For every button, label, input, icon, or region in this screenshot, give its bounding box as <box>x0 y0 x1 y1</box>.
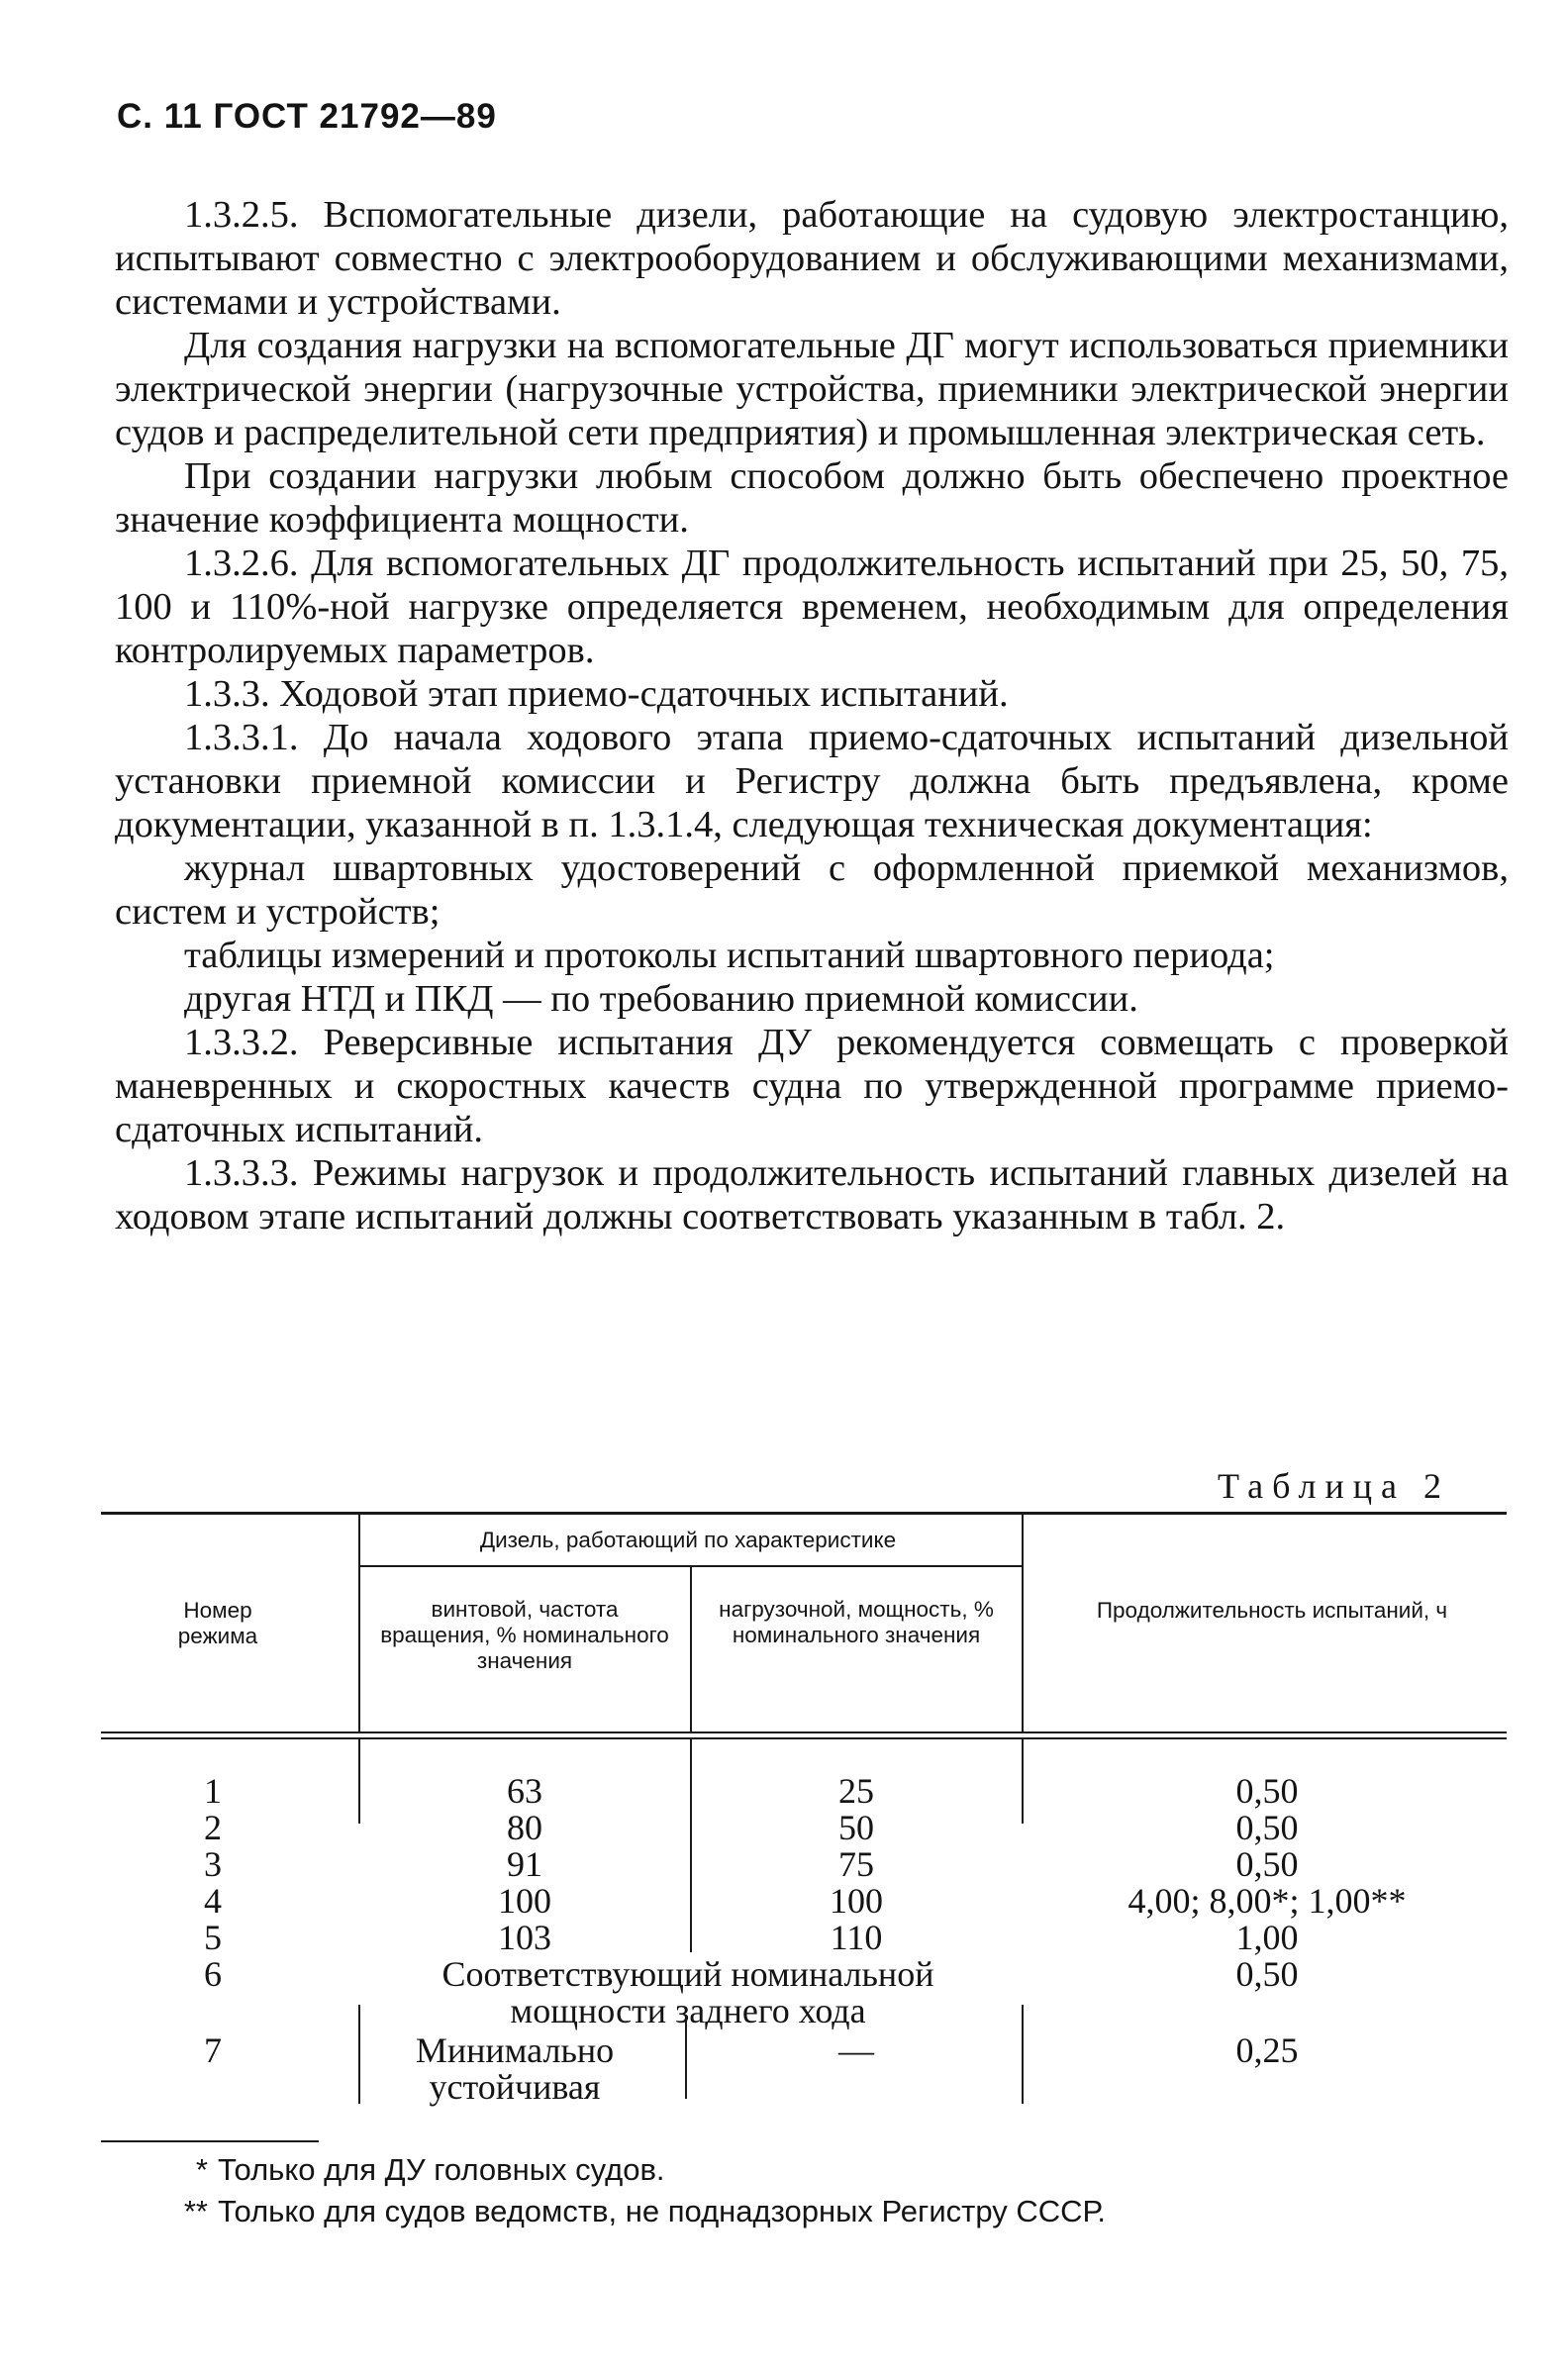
cell-freq: 80 <box>507 1808 542 1847</box>
col-divider-3-body <box>1022 1739 1024 1824</box>
col-divider-3-body <box>1022 2005 1024 2104</box>
table-caption: Таблица 2 <box>1218 1466 1450 1506</box>
col-divider-1 <box>358 1515 360 1732</box>
cell-mode: 4 <box>204 1881 222 1921</box>
footnote <box>168 2152 665 2188</box>
cell-span-line: мощности заднего хода <box>510 1991 866 2030</box>
footnote-rule <box>101 2140 319 2142</box>
col-divider-2-body <box>690 1739 692 1952</box>
cell-duration: 0,50 <box>1235 1954 1299 1994</box>
paragraph: Для создания нагрузки на вспомогательные ДГ могут использоваться приемники электрической энергии (нагрузочные устройства, приемники электрической энергии судов и распределительной сети предприятия) и промышленная электрическая сеть. <box>115 325 1509 453</box>
cell-load: 50 <box>838 1808 874 1847</box>
col-divider-2 <box>690 1567 692 1732</box>
header-bottom-rule <box>101 1731 1507 1733</box>
paragraph: 1.3.3.1. До начала ходового этапа приемо-сдаточных испытаний дизельной установки приемной комиссии и Регистру должна быть предъявлена, кроме документации, указанной в п. 1.3.1.4, следующая техническая документация: <box>115 717 1509 845</box>
footnote <box>168 2194 1106 2229</box>
cell-mode: 6 <box>204 1954 222 1994</box>
cell-load: 25 <box>838 1771 874 1811</box>
cell-duration: 0,50 <box>1235 1844 1299 1884</box>
cell-duration: 4,00; 8,00*; 1,00** <box>1127 1881 1407 1921</box>
cell-freq: 100 <box>498 1881 551 1921</box>
cell-load: 110 <box>830 1918 883 1957</box>
cell-freq: 63 <box>507 1771 542 1811</box>
table-top-rule <box>101 1512 1507 1515</box>
col-divider-1-body <box>358 1739 360 1824</box>
paragraph: При создании нагрузки любым способом должно быть обеспечено проектное значение коэффициента мощности. <box>115 455 1509 541</box>
cell-load: — <box>838 2030 874 2070</box>
page-header: С. 11 ГОСТ 21792—89 <box>117 97 497 136</box>
cell-mode: 7 <box>204 2030 222 2070</box>
header-duration: Продолжительность испытаний, ч <box>1096 1598 1448 1623</box>
paragraph: таблицы измерений и протоколы испытаний швартовного периода; <box>184 935 1275 976</box>
cell-freq: 103 <box>498 1918 551 1957</box>
footnote-mark: ** <box>183 2194 208 2228</box>
paragraph: журнал швартовных удостоверений с оформленной приемкой механизмов, систем и устройств; <box>115 847 1509 933</box>
cell-freq: 91 <box>507 1844 542 1884</box>
cell-mode: 1 <box>204 1771 222 1811</box>
header-load: нагрузочной, мощность, % номинального значения <box>719 1597 994 1647</box>
header-group: Дизель, работающий по характеристике <box>479 1528 897 1552</box>
cell-duration: 0,50 <box>1235 1808 1299 1847</box>
cell-mode: 3 <box>204 1844 222 1884</box>
cell-duration: 0,25 <box>1235 2030 1299 2070</box>
cell-freq-line: Минимально <box>415 2030 615 2070</box>
cell-mode: 5 <box>204 1918 222 1957</box>
body-text <box>115 193 1509 1238</box>
cell-span-line: Соответствующий номинальной <box>441 1954 934 1994</box>
paragraph: 1.3.2.5. Вспомогательные дизели, работающие на судовую электростанцию, испытывают совместно с электрооборудованием и обслуживающими механизмами, системами и устройствами. <box>115 194 1509 323</box>
cell-freq-line: устойчивая <box>429 2067 601 2107</box>
paragraph: другая НТД и ПКД — по требованию приемной комиссии. <box>184 978 1138 1020</box>
cell-mode: 2 <box>204 1808 222 1847</box>
cell-duration: 0,50 <box>1235 1771 1299 1811</box>
paragraph: 1.3.3.2. Реверсивные испытания ДУ рекомендуется совмещать с проверкой маневренных и скоростных качеств судна по утвержденной программе приемо-сдаточных испытаний. <box>115 1022 1509 1150</box>
footnote-text: Только для ДУ головных судов. <box>218 2152 665 2187</box>
col-divider-1-body <box>358 2005 360 2104</box>
header-bottom-rule-2 <box>101 1737 1507 1739</box>
header-mode: Номер режима <box>177 1598 258 1648</box>
header-freq: винтовой, частота вращения, % номинального значения <box>380 1597 669 1673</box>
paragraph: 1.3.2.6. Для вспомогательных ДГ продолжительность испытаний при 25, 50, 75, 100 и 110%-ной нагрузке определяется временем, необходимым для определения контролируемых параметров. <box>115 543 1509 671</box>
cell-load: 75 <box>838 1844 874 1884</box>
col-divider-3 <box>1022 1515 1024 1732</box>
footnote-text: Только для судов ведомств, не поднадзорных Регистру СССР. <box>218 2194 1106 2228</box>
cell-duration: 1,00 <box>1235 1918 1299 1957</box>
cell-load: 100 <box>830 1881 883 1921</box>
paragraph: 1.3.3.3. Режимы нагрузок и продолжительность испытаний главных дизелей на ходовом этапе испытаний должны соответствовать указанным в табл. 2. <box>115 1152 1509 1237</box>
paragraph: 1.3.3. Ходовой этап приемо-сдаточных испытаний. <box>184 673 1009 715</box>
col-divider-2-body <box>685 2020 687 2099</box>
footnote-mark: * <box>195 2152 208 2187</box>
